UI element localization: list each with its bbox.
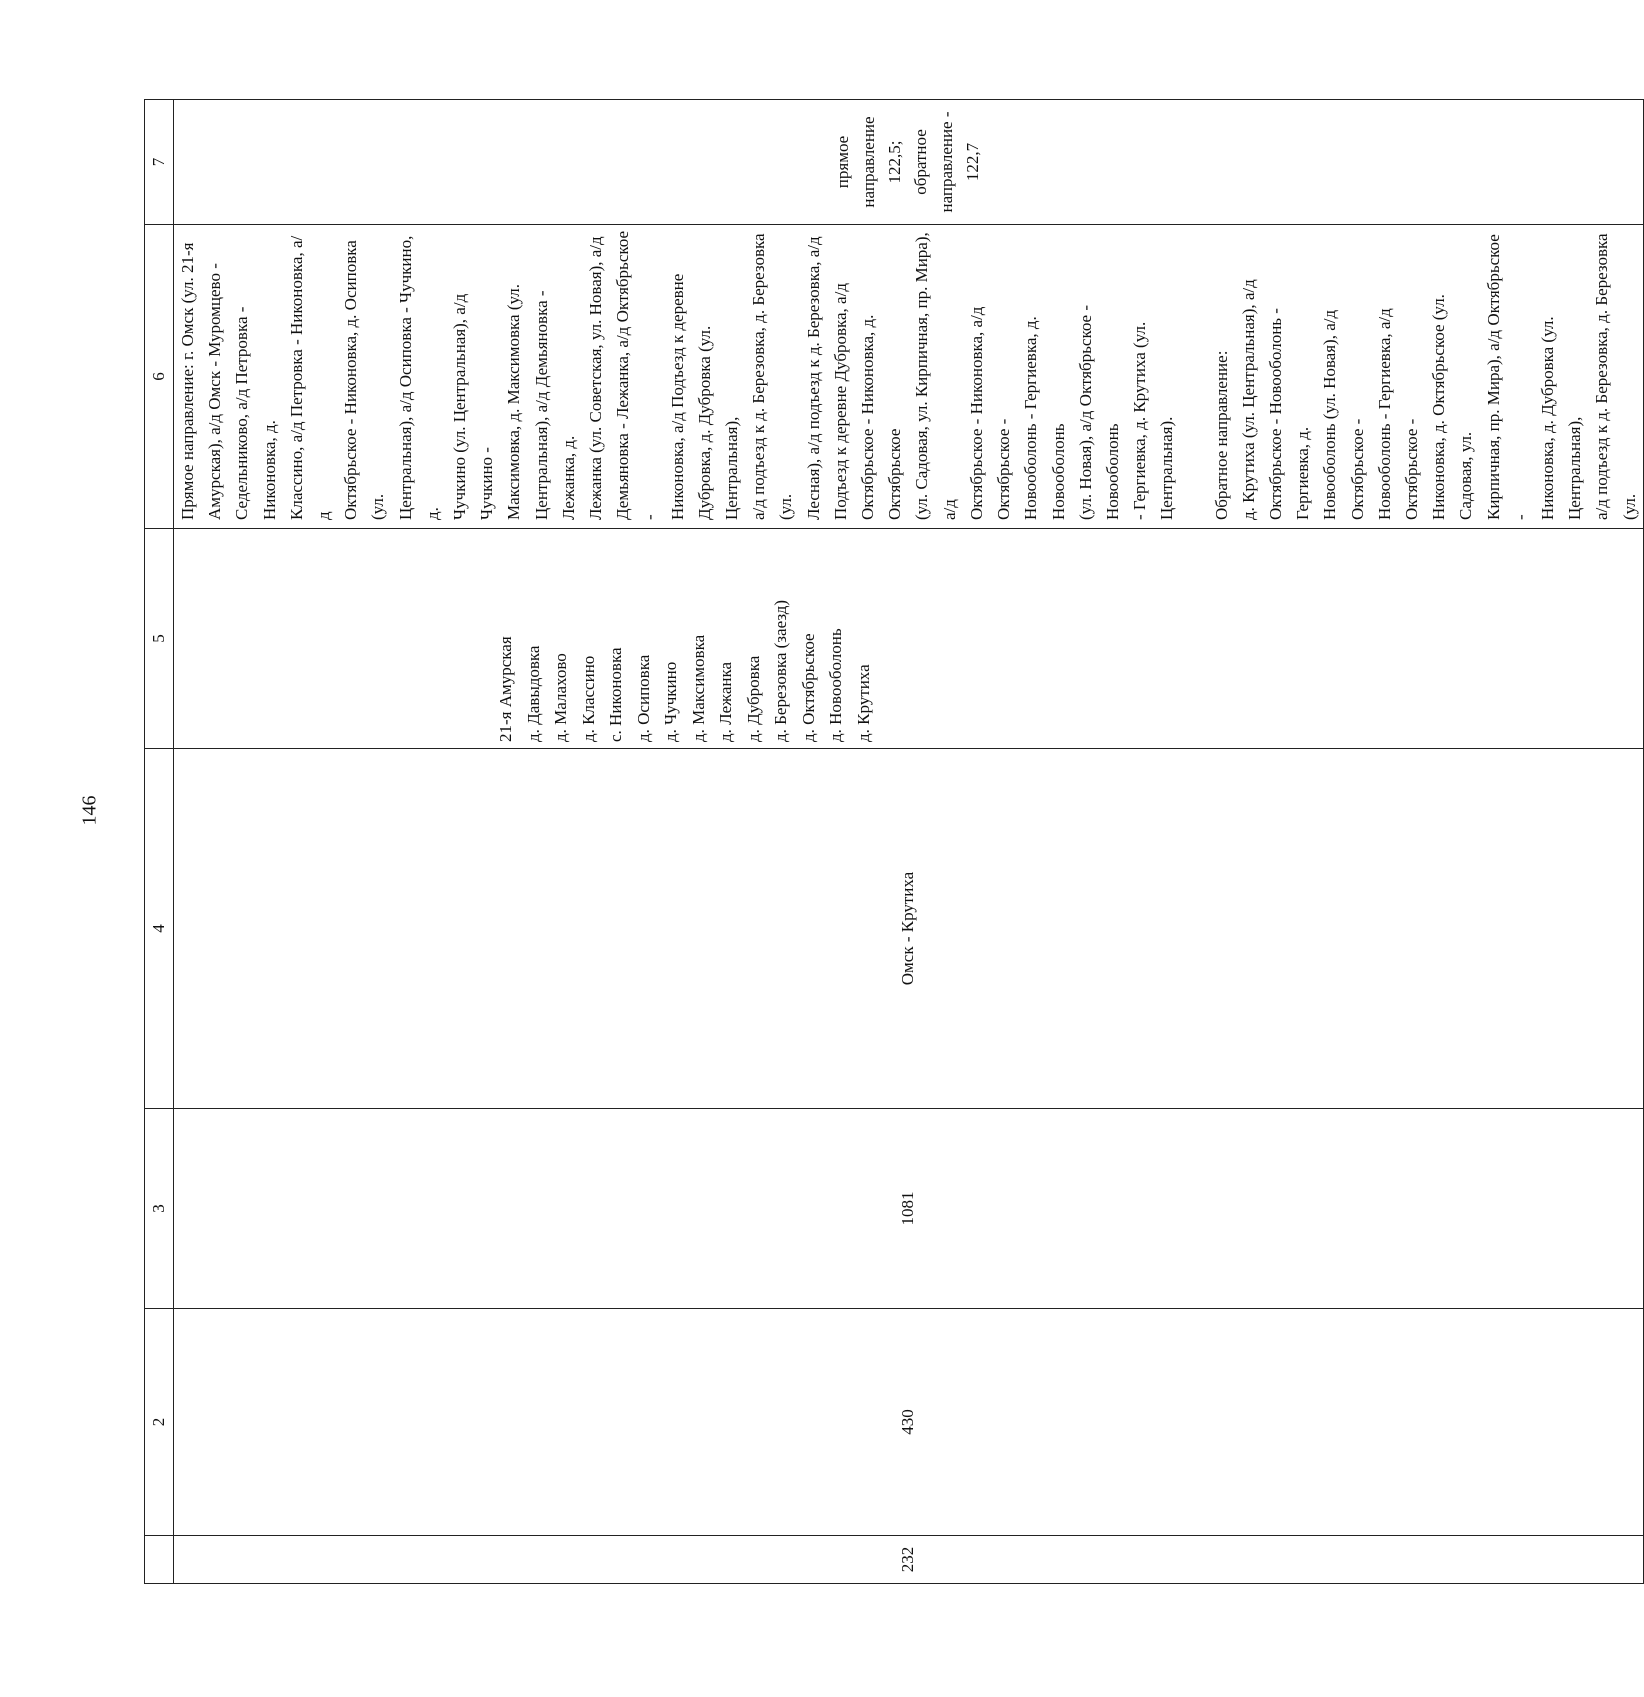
route-line: - Гергиевка, д. Крутиха (ул. Центральная). [1130, 321, 1177, 520]
list-item: д. Октябрьское [798, 633, 818, 742]
route-line: (ул. Садовая, ул. Кирпичная, пр. Мира), а/д [912, 232, 959, 520]
header-cell-4: 4 [145, 749, 174, 1109]
header-cell-1 [145, 1536, 174, 1584]
header-cell-6: 6 [145, 225, 174, 529]
header-cell-2: 2 [145, 1309, 174, 1536]
distance-cell [174, 100, 1644, 225]
stops-cell [174, 529, 1644, 749]
route-line: Октябрьское - Новооболонь - Гергиевка, д. [1265, 308, 1313, 520]
route-line: Центральная), а/д Демьяновка - Лежанка, д. [531, 290, 578, 520]
route-line: Лесная), а/д подъезд к д. Березовка, а/д [803, 236, 823, 520]
header-cell-5: 5 [145, 529, 174, 749]
route-line: а/д подъезд к д. Березовка, д. Березовка (ул. [1592, 233, 1639, 520]
routes-table [144, 99, 1644, 1584]
distance-line: направление [859, 116, 879, 208]
route-line: д. Крутиха (ул. Центральная), а/д [1238, 279, 1258, 520]
route-line: Максимовка, д. Максимовка (ул. [504, 284, 524, 520]
route-line: Амурская), а/д Омск - Муромцево - [205, 263, 225, 520]
route-line: Никоновка, д. Дубровка (ул. Центральная), [1537, 316, 1585, 520]
route-line: Никоновка, д. Октябрьское (ул. Садовая, ул. [1429, 294, 1476, 520]
list-item: д. Давыдовка [523, 645, 543, 742]
route-line: Октябрьское - Никоновка, а/д Октябрьское - [966, 306, 1014, 520]
distance-line: 122,7 [963, 142, 983, 182]
list-item: 21-я Амурская [496, 636, 515, 742]
route-line: Новооболонь (ул. Новая), а/д Октябрьское - [1320, 309, 1367, 520]
header-cell-3: 3 [145, 1109, 174, 1309]
distance-line: направление - [937, 111, 957, 213]
route-line: Чучкино (ул. Центральная), а/д Чучкино - [450, 293, 497, 520]
route-name-cell: Омск - Крутиха [174, 749, 1644, 1109]
distance-line: 122,5; обратное [885, 129, 931, 195]
route-line: (ул. Новая), а/д Октябрьское - Новооболонь [1075, 304, 1122, 520]
page-number-text: 146 [78, 795, 101, 825]
header-row [145, 100, 174, 1584]
route-line: Подъезд к деревне Дубровка, а/д [830, 283, 850, 520]
table-row [174, 100, 1644, 1584]
distance-line: прямое [833, 135, 853, 189]
list-item: д. Крутиха [853, 664, 873, 742]
route-line: Демьяновка - Лежанка, а/д Октябрьское - [613, 230, 660, 520]
list-item: д. Классино [578, 655, 598, 742]
route-number-cell: 430 [174, 1309, 1644, 1536]
rotated-table-frame [144, 100, 1639, 1584]
route-line: Новооболонь - Гергиевка, д. Новооболонь [1021, 316, 1068, 520]
header-cell-7: 7 [145, 100, 174, 225]
list-item: д. Лежанка [716, 661, 735, 742]
list-item: д. Новооболонь [826, 628, 845, 742]
route-path-cell [174, 225, 1644, 529]
route-line: Октябрьское - Никоновка, д. Осиповка (ул. [341, 240, 388, 520]
route-line: Прямое направление: г. Омск (ул. 21-я [178, 242, 197, 520]
list-item: д. Малахово [551, 653, 570, 742]
list-item: д. Чучкино [661, 661, 680, 742]
route-line: а/д подъезд к д. Березовка, д. Березовка (ул. [749, 233, 796, 520]
route-line: Кирпичная, пр. Мира), а/д Октябрьское - [1483, 234, 1530, 520]
list-item: д. Дубровка [743, 655, 763, 742]
route-line: Обратное направление: [1211, 350, 1231, 520]
page-number [70, 780, 110, 840]
route-line: Дубровка, д. Дубровка (ул. Центральная), [694, 325, 742, 520]
list-item: с. Никоновка [606, 647, 625, 742]
route-line: Новооболонь - Гергиевка, а/д Октябрьское - [1374, 308, 1421, 520]
routes-table-container [144, 100, 1639, 1584]
route-line: Классино, а/д Петровка - Никоновка, а/д [286, 235, 334, 520]
route-spacer [1181, 231, 1208, 520]
list-item: д. Березовка (заезд) [771, 599, 790, 742]
route-index-cell: 232 [174, 1536, 1644, 1584]
route-line: Центральная), а/д Осиповка - Чучкино, д. [395, 235, 442, 520]
route-line: Октябрьское - Никоновка, д. Октябрьское [858, 314, 905, 520]
route-line: Седельниково, а/д Петровка - Никоновка, д. [232, 306, 279, 520]
list-item: д. Максимовка [688, 634, 708, 742]
route-line: Лежанка (ул. Советская, ул. Новая), а/д [586, 236, 606, 520]
list-item: д. Осиповка [633, 654, 653, 742]
route-line: Никоновка, а/д Подъезд к деревне [667, 273, 687, 520]
registry-number-cell: 1081 [174, 1109, 1644, 1309]
